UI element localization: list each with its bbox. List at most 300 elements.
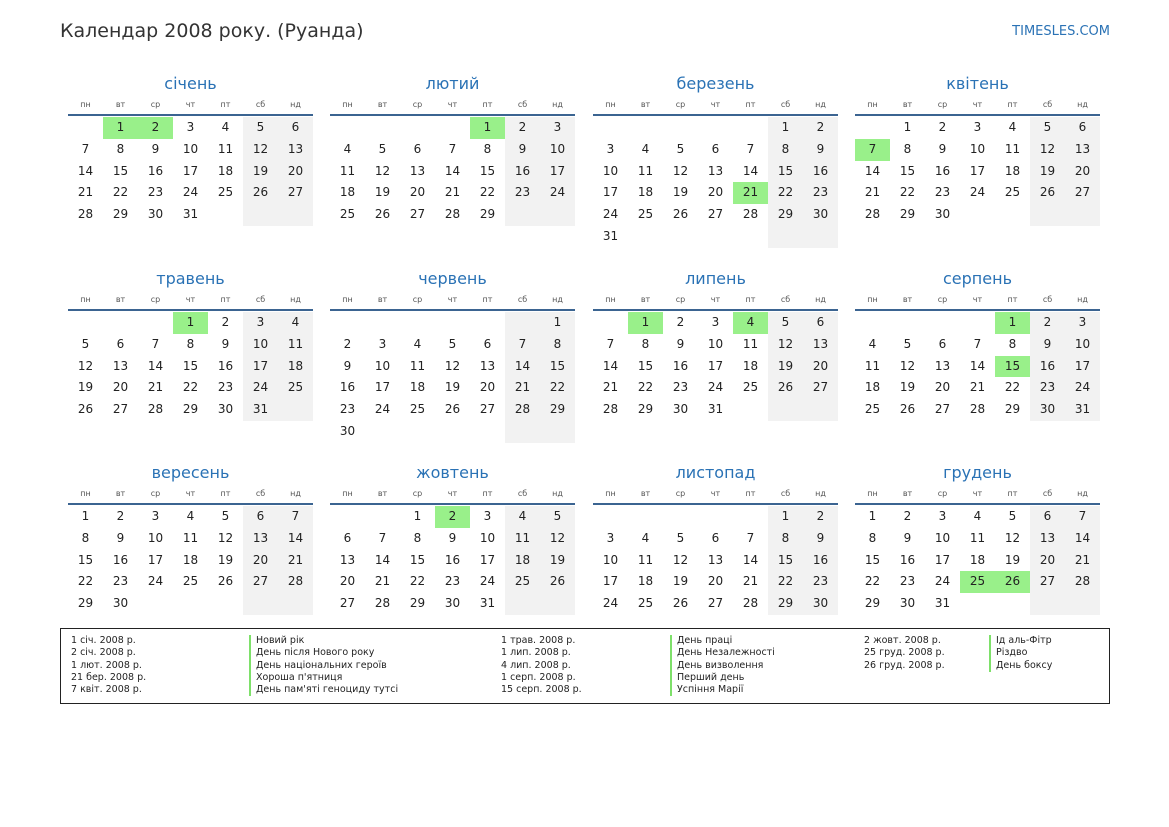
- month-9: [68, 463, 313, 615]
- empty-cell: [995, 593, 1030, 615]
- empty-cell: [1065, 593, 1100, 615]
- day-cell: 9: [151, 141, 160, 156]
- day-cell: 30: [444, 596, 461, 611]
- day-cell: 9: [676, 336, 685, 351]
- empty-cell: [698, 117, 733, 139]
- day-cell: 24: [243, 377, 278, 399]
- month-name: березень: [676, 74, 755, 93]
- day-cell: 6: [116, 336, 125, 351]
- day-cell: 17: [147, 552, 164, 567]
- weekday-header: [330, 487, 575, 501]
- day-cell: 20: [278, 161, 313, 183]
- day-cell: 27: [1065, 182, 1100, 204]
- day-cell: 11: [505, 528, 540, 550]
- holiday-name: День боксу: [989, 660, 1052, 672]
- day-cell: 20: [243, 550, 278, 572]
- weekday-label: ср: [937, 100, 948, 109]
- day-grid: [855, 117, 1100, 226]
- day-cell: 26: [768, 377, 803, 399]
- weekday-label: пн: [342, 100, 353, 109]
- day-cell: 9: [505, 139, 540, 161]
- weekday-label: ср: [150, 295, 161, 304]
- day-cell: 19: [1004, 552, 1021, 567]
- day-cell: 9: [803, 139, 838, 161]
- weekday-label: нд: [552, 295, 563, 304]
- day-cell: 27: [803, 377, 838, 399]
- day-cell: 14: [1065, 528, 1100, 550]
- weekday-header: [330, 98, 575, 112]
- holiday-date: 2 жовт. 2008 р.: [864, 635, 941, 646]
- day-grid: [68, 312, 313, 421]
- empty-cell: [593, 506, 628, 528]
- empty-cell: [208, 204, 243, 226]
- day-cell: 1: [768, 117, 803, 139]
- empty-cell: [733, 506, 768, 528]
- empty-cell: [855, 117, 890, 139]
- day-cell: 5: [768, 312, 803, 334]
- empty-cell: [698, 226, 733, 248]
- day-cell: 30: [217, 402, 234, 417]
- day-cell: 27: [112, 402, 129, 417]
- day-cell: 14: [444, 163, 461, 178]
- empty-cell: [803, 226, 838, 248]
- day-cell: 19: [672, 574, 689, 589]
- day-cell: 22: [479, 185, 496, 200]
- day-cell: 5: [378, 141, 387, 156]
- weekday-label: вт: [902, 295, 913, 304]
- day-cell: 29: [864, 596, 881, 611]
- weekday-label: сб: [255, 100, 266, 109]
- empty-cell: [663, 506, 698, 528]
- day-cell: 25: [217, 185, 234, 200]
- day-cell: 30: [803, 593, 838, 615]
- holiday-name: День після Нового року: [249, 647, 398, 659]
- empty-cell: [505, 593, 540, 615]
- weekday-label: сб: [517, 100, 528, 109]
- day-cell: 25: [409, 402, 426, 417]
- day-cell: 20: [934, 380, 951, 395]
- day-cell: 18: [182, 552, 199, 567]
- day-cell: 11: [1004, 141, 1021, 156]
- day-cell: 18: [864, 380, 881, 395]
- day-cell: 16: [934, 163, 951, 178]
- empty-cell: [278, 399, 313, 421]
- weekday-label: чт: [185, 489, 196, 498]
- day-cell: 19: [672, 185, 689, 200]
- day-cell: 27: [707, 207, 724, 222]
- day-cell: 31: [479, 596, 496, 611]
- day-cell: 30: [672, 402, 689, 417]
- month-name: серпень: [943, 269, 1012, 288]
- day-cell: 2: [138, 117, 173, 139]
- day-cell: 8: [413, 530, 422, 545]
- header-rule: [330, 503, 575, 505]
- day-cell: 16: [1030, 356, 1065, 378]
- empty-cell: [365, 421, 400, 443]
- day-cell: 6: [343, 530, 352, 545]
- day-cell: 6: [711, 141, 720, 156]
- holiday-date: 15 серп. 2008 р.: [501, 684, 582, 696]
- day-cell: 7: [278, 506, 313, 528]
- month-name: листопад: [675, 463, 756, 482]
- weekday-label: чт: [710, 295, 721, 304]
- empty-cell: [663, 226, 698, 248]
- day-cell: 10: [147, 530, 164, 545]
- weekday-header: [330, 293, 575, 307]
- weekday-label: нд: [552, 100, 563, 109]
- empty-cell: [505, 204, 540, 226]
- day-cell: 14: [969, 358, 986, 373]
- day-cell: 18: [339, 185, 356, 200]
- weekday-label: сб: [1042, 489, 1053, 498]
- day-cell: 23: [803, 182, 838, 204]
- holiday-dates-col-2: [501, 635, 582, 696]
- empty-cell: [925, 312, 960, 334]
- empty-cell: [803, 399, 838, 421]
- day-cell: 19: [768, 356, 803, 378]
- day-cell: 22: [409, 574, 426, 589]
- day-cell: 16: [339, 380, 356, 395]
- day-cell: 30: [112, 596, 129, 611]
- day-cell: 30: [899, 596, 916, 611]
- empty-cell: [890, 312, 925, 334]
- month-name: грудень: [943, 463, 1012, 482]
- weekday-header: [68, 293, 313, 307]
- empty-cell: [243, 204, 278, 226]
- weekday-label: сб: [1042, 100, 1053, 109]
- weekday-label: сб: [255, 295, 266, 304]
- day-cell: 17: [934, 552, 951, 567]
- day-cell: 14: [602, 358, 619, 373]
- day-cell: 2: [505, 117, 540, 139]
- day-cell: 1: [540, 312, 575, 334]
- day-cell: 10: [602, 552, 619, 567]
- weekday-label: вт: [115, 100, 126, 109]
- day-cell: 28: [374, 596, 391, 611]
- empty-cell: [173, 593, 208, 615]
- day-cell: 19: [899, 380, 916, 395]
- day-cell: 18: [409, 380, 426, 395]
- day-cell: 20: [479, 380, 496, 395]
- day-cell: 13: [409, 163, 426, 178]
- day-cell: 15: [768, 161, 803, 183]
- day-cell: 15: [409, 552, 426, 567]
- day-cell: 8: [116, 141, 125, 156]
- empty-cell: [330, 117, 365, 139]
- day-cell: 26: [672, 207, 689, 222]
- day-cell: 17: [969, 163, 986, 178]
- day-cell: 5: [1030, 117, 1065, 139]
- day-cell: 15: [479, 163, 496, 178]
- month-6: [330, 269, 575, 443]
- day-cell: 5: [903, 336, 912, 351]
- day-cell: 2: [116, 509, 125, 523]
- day-cell: 4: [343, 141, 352, 156]
- weekday-header: [855, 487, 1100, 501]
- day-cell: 18: [637, 574, 654, 589]
- day-cell: 26: [77, 402, 94, 417]
- empty-cell: [1030, 593, 1065, 615]
- day-cell: 20: [409, 185, 426, 200]
- holiday-date: 4 лип. 2008 р.: [501, 659, 571, 671]
- weekday-header: [68, 487, 313, 501]
- weekday-label: ср: [412, 100, 423, 109]
- month-name: квітень: [946, 74, 1009, 93]
- day-cell: 14: [278, 528, 313, 550]
- day-cell: 17: [182, 163, 199, 178]
- weekday-label: сб: [517, 295, 528, 304]
- day-cell: 6: [711, 530, 720, 545]
- day-cell: 21: [278, 550, 313, 572]
- header-rule: [68, 114, 313, 116]
- site-link[interactable]: TIMESLES.COM: [1012, 24, 1110, 39]
- day-cell: 22: [864, 574, 881, 589]
- day-cell: 21: [77, 185, 94, 200]
- day-cell: 24: [707, 380, 724, 395]
- empty-cell: [278, 204, 313, 226]
- day-cell: 20: [1065, 161, 1100, 183]
- weekday-label: нд: [1077, 295, 1088, 304]
- holiday-date: 2 січ. 2008 р.: [71, 647, 136, 659]
- day-cell: 16: [672, 358, 689, 373]
- month-name: вересень: [151, 463, 230, 482]
- holiday-date: 1 трав. 2008 р.: [501, 635, 576, 646]
- month-7: [593, 269, 838, 421]
- day-cell: 10: [243, 334, 278, 356]
- day-cell: 10: [182, 141, 199, 156]
- month-3: [593, 74, 838, 248]
- day-cell: 3: [540, 117, 575, 139]
- day-cell: 15: [637, 358, 654, 373]
- day-cell: 20: [112, 380, 129, 395]
- weekday-label: чт: [710, 100, 721, 109]
- day-cell: 13: [707, 552, 724, 567]
- day-cell: 24: [479, 574, 496, 589]
- weekday-label: пн: [605, 295, 616, 304]
- day-cell: 6: [1030, 506, 1065, 528]
- day-cell: 14: [147, 358, 164, 373]
- day-cell: 4: [641, 141, 650, 156]
- day-cell: 12: [374, 163, 391, 178]
- day-cell: 24: [182, 185, 199, 200]
- day-cell: 13: [707, 163, 724, 178]
- day-cell: 16: [147, 163, 164, 178]
- day-cell: 18: [969, 552, 986, 567]
- day-cell: 13: [1030, 528, 1065, 550]
- day-cell: 17: [540, 161, 575, 183]
- month-name: травень: [156, 269, 225, 288]
- day-cell: 23: [1030, 377, 1065, 399]
- day-cell: 2: [903, 509, 912, 523]
- day-cell: 27: [1030, 571, 1065, 593]
- day-cell: 9: [116, 530, 125, 545]
- day-cell: 19: [243, 161, 278, 183]
- day-cell: 7: [505, 334, 540, 356]
- day-cell: 28: [505, 399, 540, 421]
- day-cell: 21: [969, 380, 986, 395]
- empty-cell: [628, 117, 663, 139]
- day-cell: 8: [540, 334, 575, 356]
- day-cell: 2: [1030, 312, 1065, 334]
- empty-cell: [628, 506, 663, 528]
- day-cell: 28: [278, 571, 313, 593]
- day-cell: 6: [413, 141, 422, 156]
- day-cell: 24: [602, 596, 619, 611]
- month-5: [68, 269, 313, 421]
- empty-cell: [540, 593, 575, 615]
- weekday-label: нд: [290, 100, 301, 109]
- holiday-names-col-1: [249, 635, 398, 696]
- empty-cell: [243, 593, 278, 615]
- day-cell: 29: [899, 207, 916, 222]
- day-cell: 23: [803, 571, 838, 593]
- holiday-name: Успіння Марії: [670, 684, 775, 696]
- day-cell: 16: [112, 552, 129, 567]
- day-cell: 28: [1065, 571, 1100, 593]
- day-cell: 5: [676, 141, 685, 156]
- day-cell: 15: [182, 358, 199, 373]
- weekday-label: пт: [220, 100, 231, 109]
- day-cell: 7: [81, 141, 90, 156]
- day-cell: 7: [746, 530, 755, 545]
- day-cell: 9: [343, 358, 352, 373]
- day-cell: 12: [1030, 139, 1065, 161]
- day-cell: 21: [147, 380, 164, 395]
- holiday-name: Різдво: [989, 647, 1052, 659]
- day-grid: [593, 117, 838, 248]
- month-name: лютий: [425, 74, 480, 93]
- day-cell: 13: [1065, 139, 1100, 161]
- day-cell: 5: [540, 506, 575, 528]
- empty-cell: [138, 312, 173, 334]
- day-cell: 10: [1065, 334, 1100, 356]
- day-cell: 7: [746, 141, 755, 156]
- weekday-label: пт: [1007, 100, 1018, 109]
- day-grid: [68, 117, 313, 226]
- day-cell: 7: [151, 336, 160, 351]
- day-cell: 18: [742, 358, 759, 373]
- page-title: Календар 2008 року. (Руанда): [60, 20, 364, 42]
- weekday-label: пт: [1007, 489, 1018, 498]
- day-grid: [330, 117, 575, 226]
- month-10: [330, 463, 575, 615]
- day-cell: 7: [1065, 506, 1100, 528]
- day-cell: 18: [637, 185, 654, 200]
- day-cell: 3: [938, 509, 947, 523]
- day-cell: 26: [672, 596, 689, 611]
- weekday-label: ср: [937, 295, 948, 304]
- day-cell: 2: [803, 506, 838, 528]
- weekday-header: [68, 98, 313, 112]
- day-cell: 29: [637, 402, 654, 417]
- holiday-names-col-2: [670, 635, 775, 696]
- day-cell: 22: [77, 574, 94, 589]
- day-cell: 3: [606, 141, 615, 156]
- day-cell: 21: [602, 380, 619, 395]
- day-cell: 1: [103, 117, 138, 139]
- day-cell: 6: [938, 336, 947, 351]
- holiday-date: 1 лип. 2008 р.: [501, 647, 571, 659]
- day-cell: 29: [112, 207, 129, 222]
- day-cell: 5: [243, 117, 278, 139]
- holiday-name: День національних героїв: [249, 660, 398, 672]
- day-cell: 3: [606, 530, 615, 545]
- day-cell: 12: [672, 163, 689, 178]
- weekday-header: [855, 98, 1100, 112]
- day-cell: 7: [448, 141, 457, 156]
- header-rule: [68, 503, 313, 505]
- empty-cell: [365, 117, 400, 139]
- empty-cell: [733, 117, 768, 139]
- empty-cell: [540, 204, 575, 226]
- day-cell: 11: [637, 163, 654, 178]
- day-cell: 6: [1065, 117, 1100, 139]
- day-cell: 8: [903, 141, 912, 156]
- day-cell: 1: [81, 509, 90, 523]
- day-cell: 10: [540, 139, 575, 161]
- day-cell: 9: [221, 336, 230, 351]
- empty-cell: [68, 117, 103, 139]
- day-cell: 23: [217, 380, 234, 395]
- weekday-label: сб: [780, 489, 791, 498]
- day-cell: 5: [448, 336, 457, 351]
- weekday-label: вт: [115, 295, 126, 304]
- day-cell: 17: [1065, 356, 1100, 378]
- day-cell: 18: [1004, 163, 1021, 178]
- day-cell: 14: [864, 163, 881, 178]
- day-cell: 26: [217, 574, 234, 589]
- day-cell: 20: [707, 574, 724, 589]
- day-cell: 20: [339, 574, 356, 589]
- day-cell: 10: [374, 358, 391, 373]
- day-cell: 16: [444, 552, 461, 567]
- day-cell: 25: [960, 571, 995, 593]
- header-rule: [330, 114, 575, 116]
- weekday-label: вт: [377, 295, 388, 304]
- weekday-label: нд: [815, 100, 826, 109]
- day-cell: 31: [243, 399, 278, 421]
- holiday-name: День Незалежності: [670, 647, 775, 659]
- day-cell: 13: [934, 358, 951, 373]
- day-cell: 15: [540, 356, 575, 378]
- day-cell: 31: [934, 596, 951, 611]
- day-cell: 10: [969, 141, 986, 156]
- day-cell: 22: [899, 185, 916, 200]
- day-cell: 9: [903, 530, 912, 545]
- day-cell: 14: [77, 163, 94, 178]
- day-cell: 28: [77, 207, 94, 222]
- day-cell: 11: [864, 358, 881, 373]
- day-cell: 7: [855, 139, 890, 161]
- weekday-label: пт: [220, 295, 231, 304]
- day-cell: 12: [77, 358, 94, 373]
- day-cell: 31: [707, 402, 724, 417]
- day-cell: 2: [435, 506, 470, 528]
- day-cell: 23: [339, 402, 356, 417]
- weekday-label: вт: [640, 295, 651, 304]
- day-cell: 21: [742, 574, 759, 589]
- day-cell: 25: [742, 380, 759, 395]
- empty-cell: [278, 593, 313, 615]
- day-cell: 25: [278, 377, 313, 399]
- day-cell: 6: [483, 336, 492, 351]
- day-cell: 22: [768, 182, 803, 204]
- day-cell: 15: [899, 163, 916, 178]
- weekday-label: пн: [80, 100, 91, 109]
- day-cell: 9: [803, 528, 838, 550]
- empty-cell: [365, 506, 400, 528]
- day-cell: 1: [628, 312, 663, 334]
